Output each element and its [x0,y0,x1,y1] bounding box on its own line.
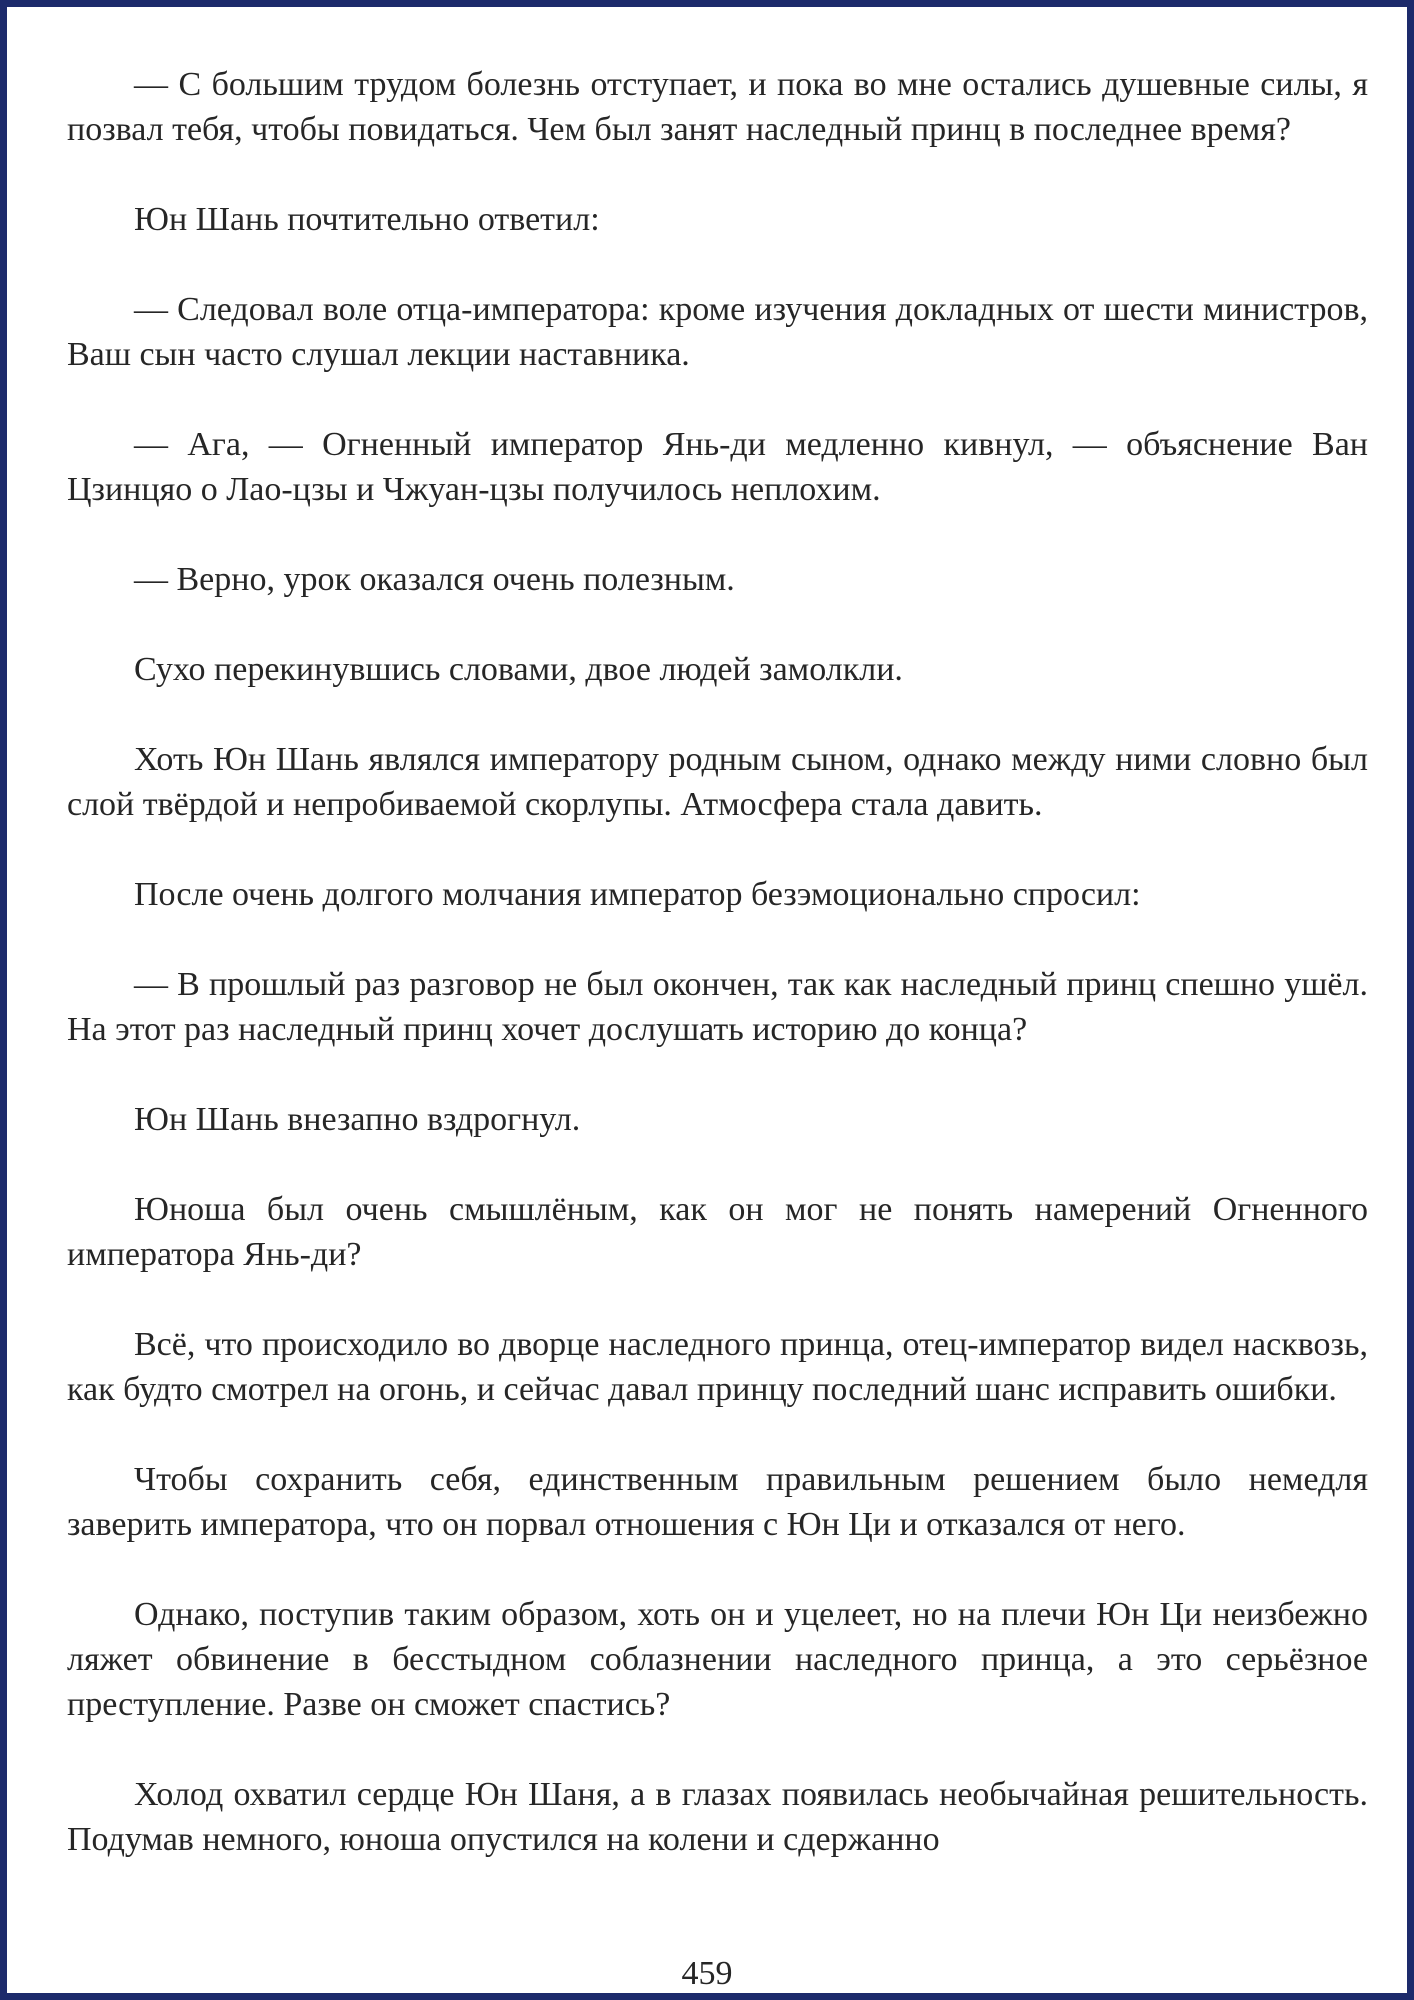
paragraph-5: — Верно, урок оказался очень полезным. [134,561,735,598]
paragraph-14: Однако, поступив таким образом, хоть он и уцелеет, но на плечи Юн Ци неизбежно ляжет обвинение в бесстыдном соблазнении наследного принца, а это серьёзное преступление. Разве он сможет спастись? [67,1596,1368,1723]
paragraph-11: Юноша был очень смышлёным, как он мог не понять намерений Огненного императора Янь-ди? [67,1191,1368,1273]
paragraph-7: Хоть Юн Шань являлся императору родным сыном, однако между ними словно был слой твёрдой и непробиваемой скорлупы. Атмосфера стала давить. [67,741,1368,823]
paragraph-2: Юн Шань почтительно ответил: [134,201,600,238]
paragraph-1: — С большим трудом болезнь отступает, и пока во мне остались душевные силы, я позвал тебя, чтобы повидаться. Чем был занят наследный принц в последнее время? [67,66,1368,148]
paragraph-9: — В прошлый раз разговор не был окончен, так как наследный принц спешно ушёл. На этот раз наследный принц хочет дослушать историю до конца? [67,966,1368,1048]
paragraph-8: После очень долгого молчания император безэмоционально спросил: [134,876,1141,913]
paragraph-6: Сухо перекинувшись словами, двое людей замолкли. [134,651,903,688]
paragraph-12: Всё, что происходило во дворце наследного принца, отец-император видел насквозь, как будто смотрел на огонь, и сейчас давал принцу последний шанс исправить ошибки. [67,1326,1368,1408]
page-number: 459 [681,1955,733,1992]
paragraph-4: — Ага, — Огненный император Янь-ди медленно кивнул, — объяснение Ван Цзинцяо о Лао-цзы и Чжуан-цзы получилось неплохим. [67,426,1368,508]
paragraph-13: Чтобы сохранить себя, единственным правильным решением было немедля заверить императора, что он порвал отношения с Юн Ци и отказался от него. [67,1461,1368,1543]
paragraph-3: — Следовал воле отца-императора: кроме изучения докладных от шести министров, Ваш сын часто слушал лекции наставника. [67,291,1368,373]
paragraph-15: Холод охватил сердце Юн Шаня, а в глазах появилась необычайная решительность. Подумав немного, юноша опустился на колени и сдержанно [67,1776,1368,1858]
page-text [67,62,1368,1862]
paragraph-10: Юн Шань внезапно вздрогнул. [134,1101,581,1138]
